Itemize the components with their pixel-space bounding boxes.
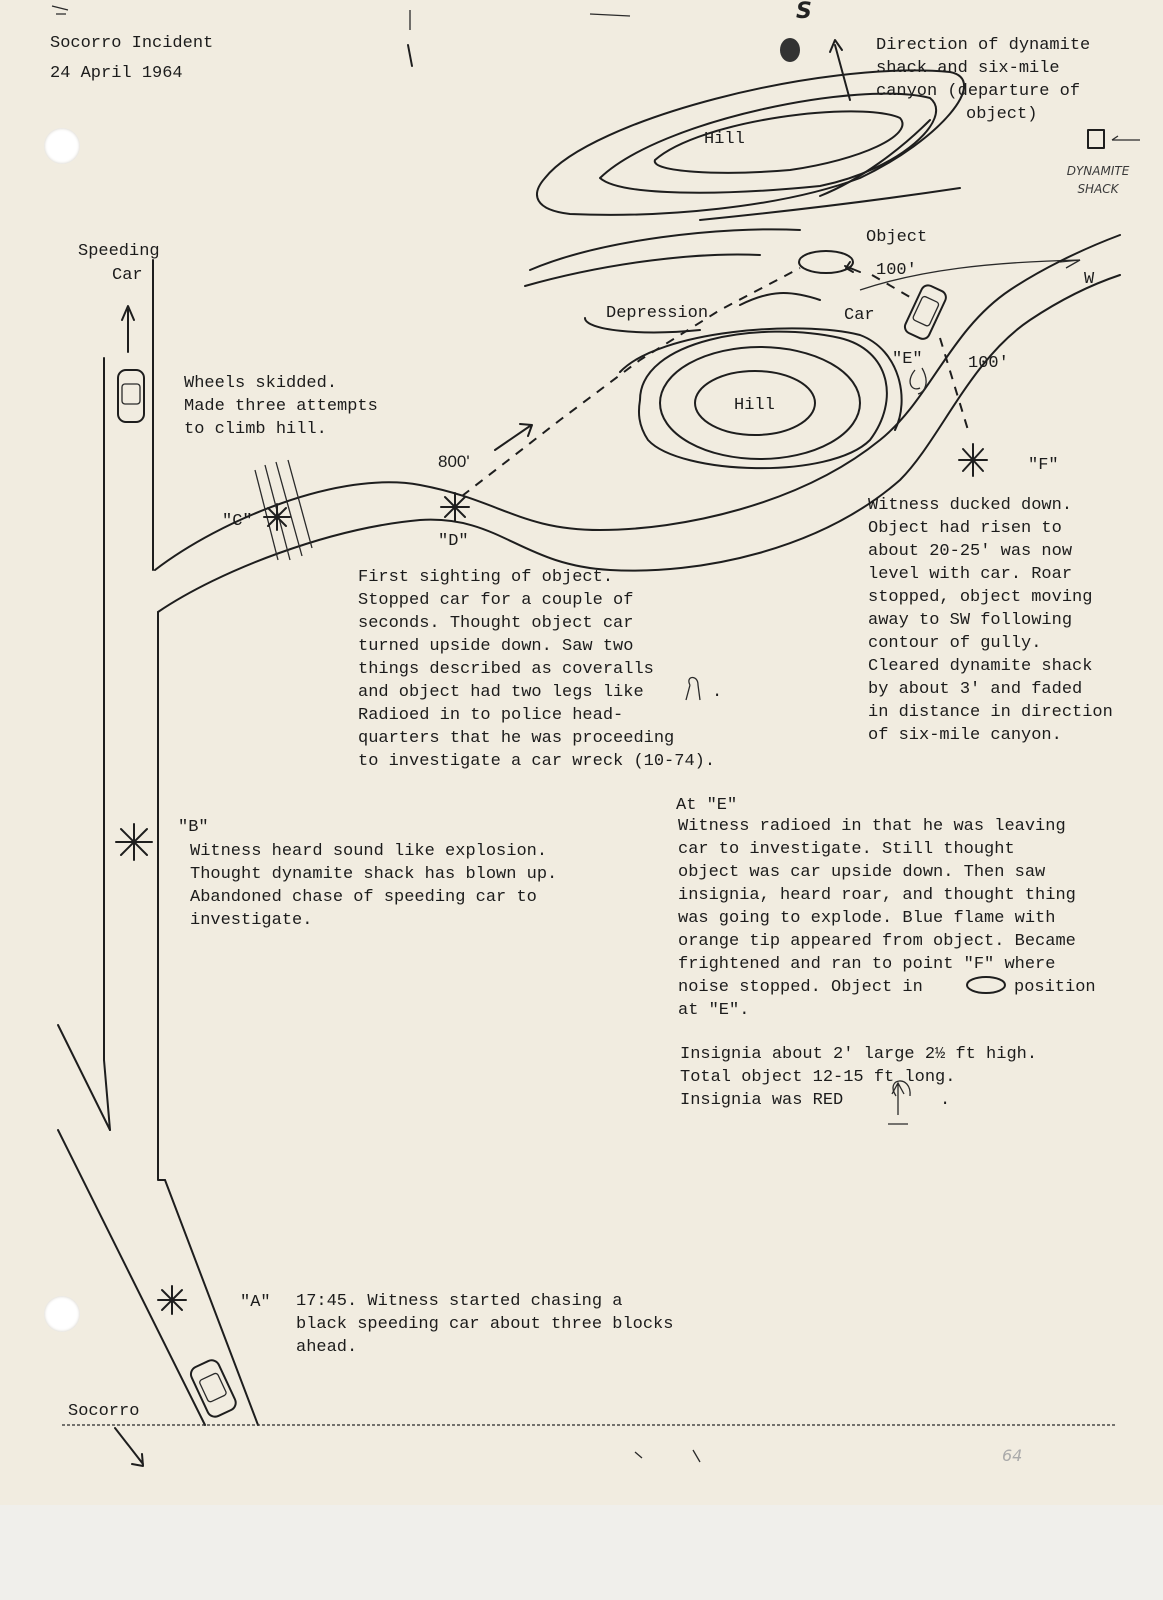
speeding-car-arrow [122,306,134,352]
first-sighting-line8: quarters that he was proceeding [358,729,675,748]
first-sighting-line2: Stopped car for a couple of [358,591,634,610]
star-f [959,444,987,476]
label-object: Object [866,228,928,247]
first-sighting-line3: seconds. Thought object car [358,614,634,633]
at-e-line7: frightened and ran to point "F" where [678,955,1056,974]
label-point-f: "F" [1028,456,1059,475]
insignia-line3-dot: . [940,1091,951,1110]
handwritten-s: S [796,0,812,24]
label-west: W [1084,270,1095,289]
label-socorro: Socorro [68,1402,140,1421]
at-e-line2: car to investigate. Still thought [678,840,1015,859]
socorro-arrow [115,1428,143,1466]
label-hill-center: Hill [734,396,775,415]
object-oval-glyph [967,977,1005,993]
label-distance-object-car: 100' [876,261,917,280]
first-sighting-line6: and object had two legs like [358,683,644,702]
legs-glyph [686,677,700,700]
ducked-line5: stopped, object moving [868,588,1093,607]
ducked-line1: Witness ducked down. [868,496,1073,515]
page-title: Socorro Incident [50,34,214,53]
insignia-line3: Insignia was RED [680,1091,844,1110]
skid-note-line3: to climb hill. [184,420,327,439]
speeding-car-icon [118,370,144,422]
arrow-800 [495,424,532,450]
first-sighting-line9: to investigate a car wreck (10-74). [358,752,716,771]
page-bottom-margin [0,1505,1163,1600]
handwritten-dynamite-shack: DYNAMITE SHACK [1066,164,1130,196]
page-date: 24 April 1964 [50,64,183,83]
first-sighting-line5: things described as coveralls [358,660,654,679]
departure-direction-line [835,45,850,100]
ducked-line9: by about 3' and faded [868,680,1083,699]
skid-note-line2: Made three attempts [184,397,378,416]
handwritten-page-number: 64 [1002,1446,1023,1465]
ducked-line11: of six-mile canyon. [868,726,1062,745]
label-point-c: "C" [222,512,253,531]
direction-note-line1: Direction of dynamite [876,36,1091,55]
at-e-line6: orange tip appeared from object. Became [678,932,1076,951]
point-b-line3: Abandoned chase of speeding car to [190,888,537,907]
label-point-b: "B" [178,818,209,837]
label-point-e: "E" [892,350,923,369]
point-b-line2: Thought dynamite shack has blown up. [190,865,558,884]
at-e-line5: was going to explode. Blue flame with [678,909,1056,928]
label-distance-car-f: 100' [968,354,1009,373]
skid-note-line1: Wheels skidded. [184,374,338,393]
insignia-line1: Insignia about 2' large 2½ ft high. [680,1045,1038,1064]
first-sighting-line6-dot: . [712,683,723,702]
label-800: 800' [438,452,470,471]
at-e-line3: object was car upside down. Then saw [678,863,1046,882]
first-sighting-line7: Radioed in to police head- [358,706,624,725]
first-sighting-line1: First sighting of object. [358,568,614,587]
first-sighting-line4: turned upside down. Saw two [358,637,634,656]
ducked-line4: level with car. Roar [868,565,1073,584]
ducked-line2: Object had risen to [868,519,1062,538]
at-e-line1: Witness radioed in that he was leaving [678,817,1066,836]
point-a-line2: black speeding car about three blocks [296,1315,674,1334]
ducked-line3: about 20-25' was now [868,542,1073,561]
point-b-line4: investigate. [190,911,313,930]
star-d [441,493,469,521]
car-a-icon [188,1358,238,1420]
at-e-line9: at "E". [678,1001,750,1020]
direction-note-line3: canyon (departure of [876,82,1081,101]
label-car: Car [844,306,875,325]
star-b [116,824,152,860]
point-b-line1: Witness heard sound like explosion. [190,842,548,861]
label-point-a: "A" [240,1293,271,1312]
label-depression: Depression [606,304,709,323]
label-point-d: "D" [438,532,469,551]
point-a-line1: 17:45. Witness started chasing a [296,1292,623,1311]
direction-note-line2: shack and six-mile [876,59,1060,78]
object-oval [799,251,853,273]
dynamite-shack-icon [1088,130,1104,148]
point-a-line3: ahead. [296,1338,358,1357]
label-speeding-car-1: Speeding [78,242,160,261]
insignia-line2: Total object 12-15 ft long. [680,1068,956,1087]
star-c [264,504,290,530]
at-e-line8: noise stopped. Object in [678,978,923,997]
ducked-line7: contour of gully. [868,634,1042,653]
dashed-line-e-to-f [940,338,968,430]
at-e-line4: insignia, heard roar, and thought thing [678,886,1076,905]
ducked-line6: away to SW following [868,611,1073,630]
at-e-heading: At "E" [676,796,738,815]
at-e-line8b: position [1014,978,1096,997]
ducked-line8: Cleared dynamite shack [868,657,1093,676]
ducked-line10: in distance in direction [868,703,1113,722]
police-car-icon [903,283,949,341]
label-speeding-car-2: Car [112,266,143,285]
star-a [158,1286,186,1314]
label-hill-top: Hill [704,130,745,149]
direction-note-line4: object) [966,105,1038,124]
